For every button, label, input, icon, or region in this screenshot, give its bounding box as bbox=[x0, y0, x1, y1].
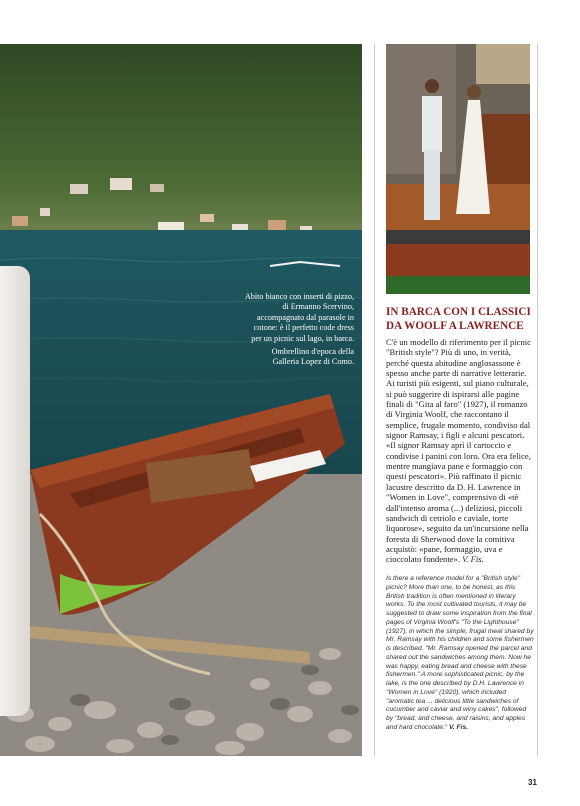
article-body-italian-text: C'è un modello di riferimento per il picnic "British style"? Più di uno, in verità, perché questa abitudine anglosassone è spesso anche parte di narrative letterarie. Ai turisti più esigenti, sul piano culturale, si può suggerire di ispirarsi alle pagine finali di "Gita al faro" (1927), il romanzo di Virginia Woolf, che raccontano il semplice, frugale momento, condiviso dal signor Ramsay, i figli e alcuni pescatori. «Il signor Ramsay aprì il cartoccio e condivise i panini con loro. Ora era felice, mentre mangiava pane e formaggio con questi pescatori». Più raffinato il picnic lacustre descritto da D. H. Lawrence in "Women in Love", comprensivo di «tè dall'intenso aroma (...) deliziosi, piccoli sandwich di cetriolo e caviale, torte liquorose», seguito da un'incursione nella foresta di Sherwood dove la comitiva acquistò: «pane, formaggio, uva e cioccolato fondente». bbox=[386, 337, 531, 565]
lakeside-village bbox=[0, 164, 362, 234]
white-dress-edge bbox=[0, 266, 30, 716]
lake-boat-photo bbox=[0, 44, 362, 756]
article-body-english bbox=[386, 575, 534, 733]
article-body-english-text: Is there a reference model for a "British style" picnic? More than one, to be honest, as this British tradition is often mentioned in literary works. To the most cultivated tourists, it may be suggested to draw some inspiration from the final pages of Virginia Woolf's "To the Lighthouse" (1927), in which the simple, frugal meal shared by Mr. Ramsay with his children and some fishermen is described. "Mr. Ramsay opened the parcel and shared out the sandwiches among them. Now he was happy, eating bread and cheese with these fishermen." A more sophisticated picnic, by the lake, is the one described by D.H. Lawrence in "Women in Love" (1920), which included "aromatic tea ... delicious little sandwiches of cucumber and caviar and winy cakes", followed by "bread, and cheese, and raisins, and apples and hard chocolate." bbox=[386, 575, 534, 731]
caption-text: Abito bianco con inserti di pizzo, di Ermanno Scervino, accompagnato dal parasole in cotone: è il perfetto code dress per un picnic sul lago, in barca. bbox=[244, 292, 354, 343]
article-signature-italian: V. Fis. bbox=[462, 554, 484, 565]
column-divider-right bbox=[537, 44, 538, 756]
column-divider bbox=[374, 44, 375, 756]
article-signature-english: V. Fis. bbox=[448, 723, 469, 731]
article-heading: IN BARCA CON I CLASSICI DA WOOLF A LAWRENCE bbox=[386, 306, 531, 332]
photo-caption bbox=[244, 292, 354, 371]
caption-credit: Ombrellino d'epoca della Galleria Lopez di Como. bbox=[271, 347, 354, 367]
page-number: 31 bbox=[528, 778, 537, 787]
wooden-rowboat bbox=[0, 374, 362, 694]
article-body-italian bbox=[386, 337, 534, 565]
couple-on-dock-photo bbox=[386, 44, 530, 294]
